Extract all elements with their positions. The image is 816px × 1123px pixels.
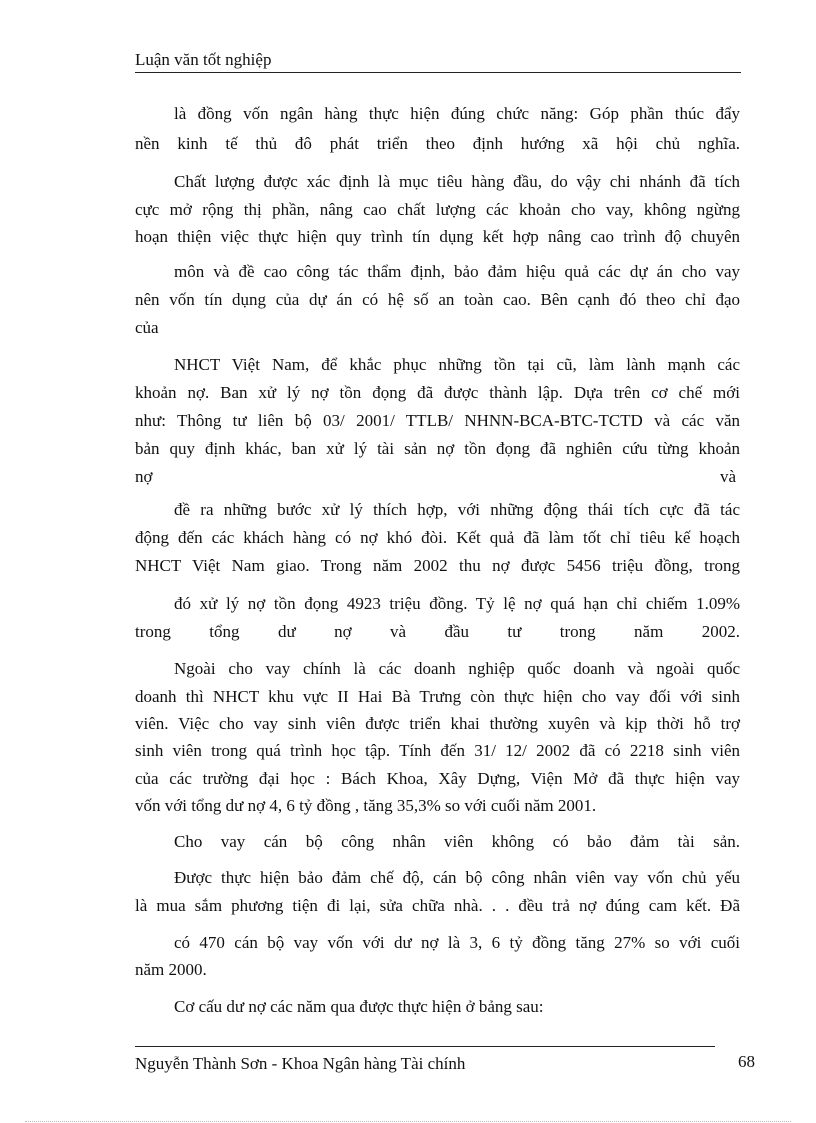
text-line: Cơ cấu dư nợ các năm qua được thực hiện ở bảng sau: bbox=[174, 997, 544, 1016]
text-line: NHCT Việt Nam, để khắc phục những tồn tại cũ, làm lành mạnh các bbox=[174, 355, 740, 374]
text-line: viên. Việc cho vay sinh viên được triển khai thường xuyên và kịp thời hỗ trợ bbox=[135, 714, 740, 733]
text-line: là đồng vốn ngân hàng thực hiện đúng chức năng: Góp phần thúc đẩy bbox=[174, 104, 740, 123]
text-line: sinh viên trong quá trình học tập. Tính đến 31/ 12/ 2002 đã có 2218 sinh viên bbox=[135, 741, 740, 760]
footer-rule bbox=[135, 1046, 715, 1047]
text-line: khoản nợ. Ban xử lý nợ tồn đọng đã được thành lập. Dựa trên cơ chế mới bbox=[135, 383, 740, 402]
text-line: năm 2000. bbox=[135, 960, 207, 979]
text-line: của các trường đại học : Bách Khoa, Xây Dựng, Viện Mở đã thực hiện vay bbox=[135, 769, 740, 788]
page-number: 68 bbox=[738, 1052, 755, 1071]
text-line: đề ra những bước xử lý thích hợp, với những động thái tích cực đã tác bbox=[174, 500, 740, 519]
text-line: bản quy định khác, ban xử lý tài sản nợ tồn đọng đã nghiên cứu từng khoản bbox=[135, 439, 740, 458]
text-line: như: Thông tư liên bộ 03/ 2001/ TTLB/ NHNN-BCA-BTC-TCTD và các văn bbox=[135, 411, 740, 430]
text-line: đó xử lý nợ tồn đọng 4923 triệu đồng. Tỷ lệ nợ quá hạn chỉ chiếm 1.09% bbox=[174, 594, 740, 613]
text-line: Ngoài cho vay chính là các doanh nghiệp quốc doanh và ngoài quốc bbox=[174, 659, 740, 678]
text-line: nền kinh tế thủ đô phát triển theo định hướng xã hội chủ nghĩa. bbox=[135, 134, 740, 153]
text-line: cực mở rộng thị phần, nâng cao chất lượng các khoản cho vay, không ngừng bbox=[135, 200, 740, 219]
text-line: có 470 cán bộ vay vốn với dư nợ là 3, 6 tỷ đồng tăng 27% so với cuối bbox=[174, 933, 740, 952]
text-line: môn và đề cao công tác thẩm định, bảo đảm hiệu quả các dự án cho vay bbox=[174, 262, 740, 281]
text-line: Cho vay cán bộ công nhân viên không có bảo đảm tài sản. bbox=[174, 832, 740, 851]
text-line: là mua sắm phương tiện đi lại, sửa chữa nhà. . . đều trả nợ đúng cam kết. Đã bbox=[135, 896, 740, 915]
text-line: trong tổng dư nợ và đầu tư trong năm 2002. bbox=[135, 622, 740, 641]
text-line: của bbox=[135, 318, 159, 337]
text-line: hoạn thiện việc thực hiện quy trình tín dụng kết hợp nâng cao trình độ chuyên bbox=[135, 227, 740, 246]
text-line: động đến các khách hàng có nợ khó đòi. Kết quả đã làm tốt chỉ tiêu kế hoạch bbox=[135, 528, 740, 547]
text-line: Chất lượng được xác định là mục tiêu hàng đầu, do vậy chi nhánh đã tích bbox=[174, 172, 740, 191]
page-header bbox=[135, 50, 741, 73]
header-title: Luận văn tốt nghiệp bbox=[135, 50, 272, 69]
footer-author: Nguyễn Thành Sơn - Khoa Ngân hàng Tài chính bbox=[135, 1054, 466, 1073]
text-line: nên vốn tín dụng của dự án có hệ số an toàn cao. Bên cạnh đó theo chỉ đạo bbox=[135, 290, 740, 309]
text-line: NHCT Việt Nam giao. Trong năm 2002 thu nợ được 5456 triệu đồng, trong bbox=[135, 556, 740, 575]
text-line: và bbox=[720, 467, 737, 486]
text-line: Được thực hiện bảo đảm chế độ, cán bộ công nhân viên vay vốn chủ yếu bbox=[174, 868, 740, 887]
text-line: vốn với tổng dư nợ 4, 6 tỷ đồng , tăng 35,3% so với cuối năm 2001. bbox=[135, 796, 597, 815]
text-line: doanh thì NHCT khu vực II Hai Bà Trưng còn thực hiện cho vay đối với sinh bbox=[135, 687, 740, 706]
text-line: nợ bbox=[135, 467, 153, 486]
page-bottom-divider bbox=[25, 1121, 791, 1122]
